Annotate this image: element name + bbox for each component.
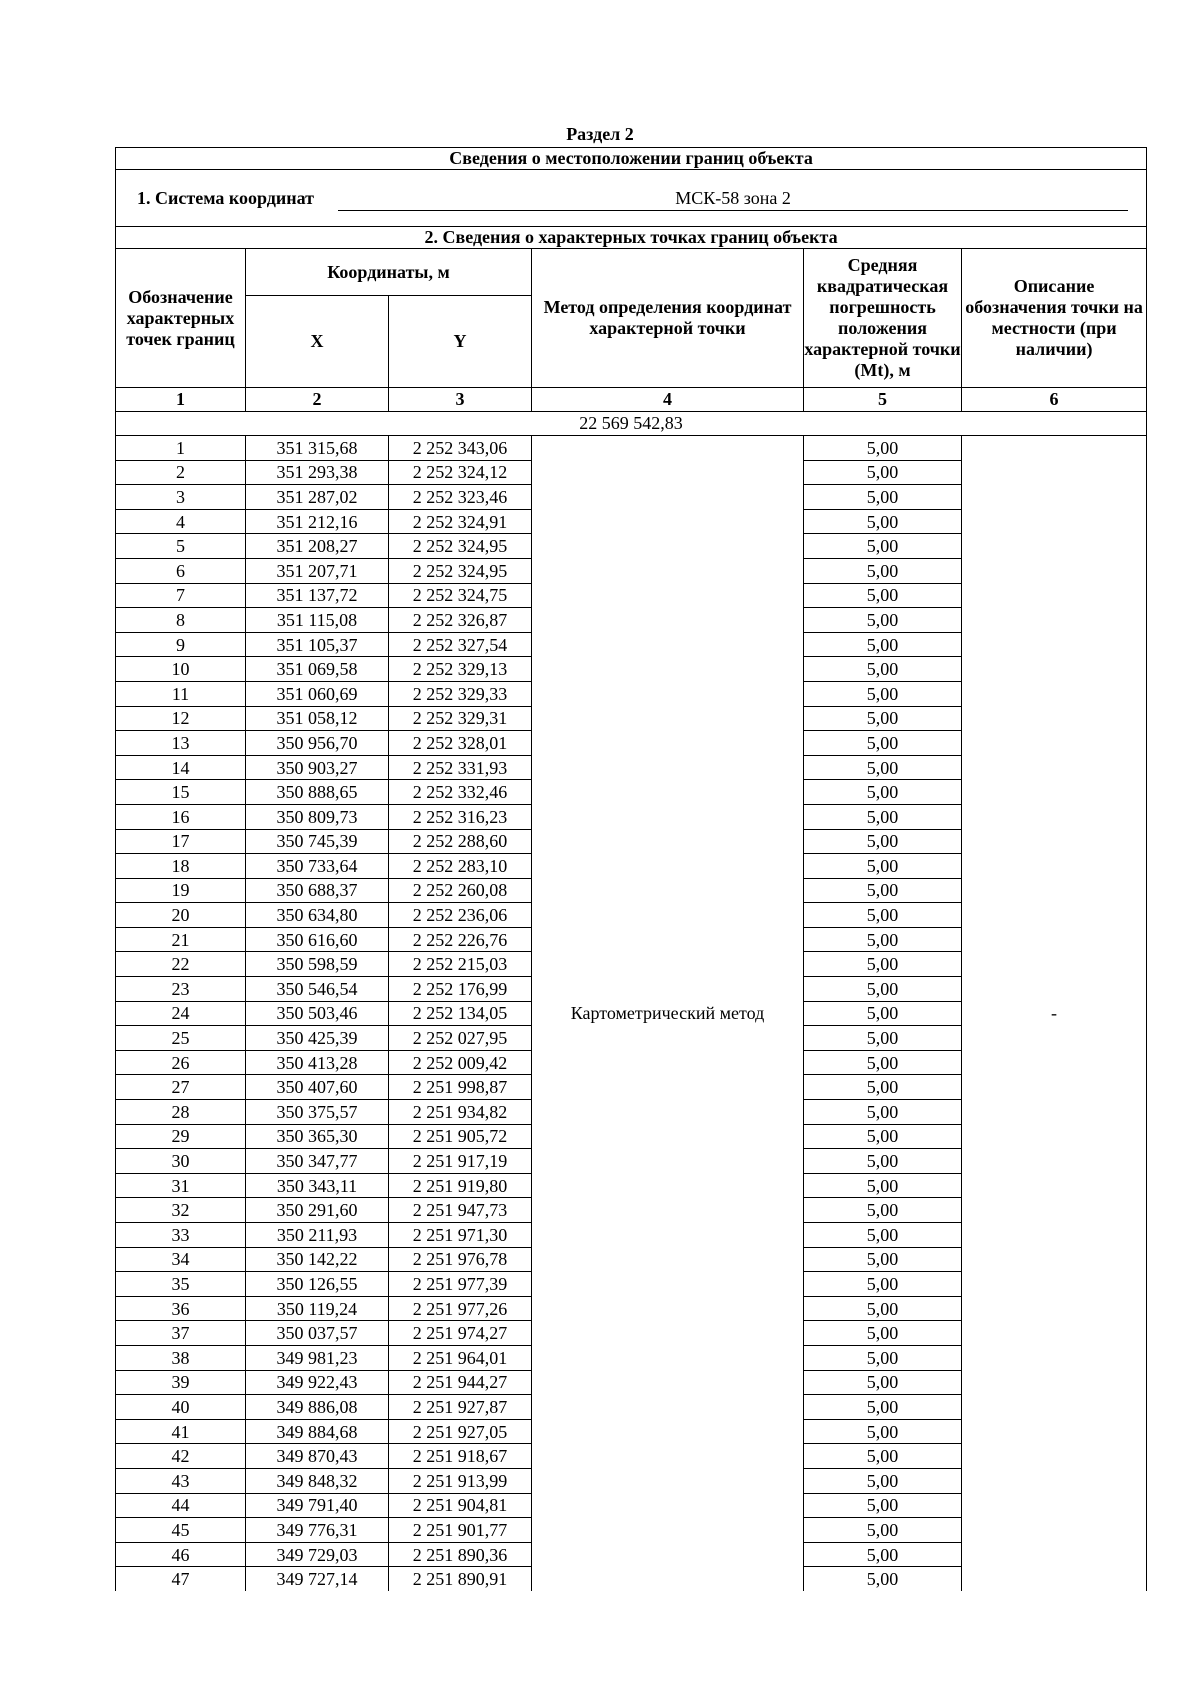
accuracy-cell: 5,00 [804,1321,962,1346]
x-coordinate-cell: 350 037,57 [246,1321,389,1346]
y-coordinate-cell: 2 252 324,95 [389,558,532,583]
point-number-cell: 35 [116,1272,246,1297]
y-coordinate-cell: 2 252 027,95 [389,1026,532,1051]
y-coordinate-cell: 2 251 974,27 [389,1321,532,1346]
accuracy-cell: 5,00 [804,1468,962,1493]
y-coordinate-cell: 2 252 324,95 [389,534,532,559]
accuracy-cell: 5,00 [804,681,962,706]
accuracy-cell: 5,00 [804,804,962,829]
point-number-cell: 41 [116,1419,246,1444]
point-number-cell: 1 [116,436,246,461]
point-number-cell: 24 [116,1001,246,1026]
y-coordinate-cell: 2 251 934,82 [389,1100,532,1125]
accuracy-cell: 5,00 [804,1223,962,1248]
y-coordinate-cell: 2 251 927,87 [389,1395,532,1420]
accuracy-cell: 5,00 [804,436,962,461]
x-coordinate-cell: 350 634,80 [246,903,389,928]
point-number-cell: 32 [116,1198,246,1223]
x-coordinate-cell: 351 060,69 [246,681,389,706]
point-number-cell: 40 [116,1395,246,1420]
y-coordinate-cell: 2 252 009,42 [389,1050,532,1075]
x-coordinate-cell: 350 343,11 [246,1173,389,1198]
accuracy-cell: 5,00 [804,460,962,485]
point-number-cell: 25 [116,1026,246,1051]
boundary-table [115,147,1147,1591]
y-coordinate-cell: 2 252 328,01 [389,731,532,756]
point-number-cell: 12 [116,706,246,731]
point-number-cell: 13 [116,731,246,756]
y-coordinate-cell: 2 252 329,31 [389,706,532,731]
x-coordinate-cell: 350 546,54 [246,977,389,1002]
x-coordinate-cell: 350 291,60 [246,1198,389,1223]
y-coordinate-cell: 2 252 324,75 [389,583,532,608]
x-coordinate-cell: 349 727,14 [246,1567,389,1591]
accuracy-cell: 5,00 [804,927,962,952]
y-coordinate-cell: 2 251 890,91 [389,1567,532,1591]
accuracy-cell: 5,00 [804,1567,962,1591]
point-number-cell: 26 [116,1050,246,1075]
y-coordinate-cell: 2 252 288,60 [389,829,532,854]
x-coordinate-cell: 350 888,65 [246,780,389,805]
x-coordinate-cell: 351 137,72 [246,583,389,608]
header-point-designation: Обозначение характерных точек границ [116,249,246,388]
y-coordinate-cell: 2 251 919,80 [389,1173,532,1198]
x-coordinate-cell: 349 870,43 [246,1444,389,1469]
section-title: Раздел 2 [566,124,634,144]
point-number-cell: 5 [116,534,246,559]
x-coordinate-cell: 350 503,46 [246,1001,389,1026]
accuracy-cell: 5,00 [804,632,962,657]
accuracy-cell: 5,00 [804,1100,962,1125]
x-coordinate-cell: 349 886,08 [246,1395,389,1420]
y-coordinate-cell: 2 252 283,10 [389,854,532,879]
column-number: 1 [116,388,246,412]
point-number-cell: 31 [116,1173,246,1198]
point-number-cell: 10 [116,657,246,682]
point-number-cell: 33 [116,1223,246,1248]
point-number-cell: 23 [116,977,246,1002]
x-coordinate-cell: 351 207,71 [246,558,389,583]
accuracy-cell: 5,00 [804,1395,962,1420]
header-y: Y [389,296,532,388]
accuracy-cell: 5,00 [804,1272,962,1297]
y-coordinate-cell: 2 251 927,05 [389,1419,532,1444]
accuracy-cell: 5,00 [804,1345,962,1370]
y-coordinate-cell: 2 252 332,46 [389,780,532,805]
x-coordinate-cell: 351 105,37 [246,632,389,657]
accuracy-cell: 5,00 [804,977,962,1002]
accuracy-cell: 5,00 [804,1026,962,1051]
point-number-cell: 17 [116,829,246,854]
accuracy-cell: 5,00 [804,657,962,682]
point-number-cell: 18 [116,854,246,879]
accuracy-cell: 5,00 [804,1444,962,1469]
accuracy-cell: 5,00 [804,1198,962,1223]
x-coordinate-cell: 351 293,38 [246,460,389,485]
accuracy-cell: 5,00 [804,534,962,559]
accuracy-cell: 5,00 [804,780,962,805]
accuracy-cell: 5,00 [804,755,962,780]
accuracy-cell: 5,00 [804,1149,962,1174]
x-coordinate-cell: 349 981,23 [246,1345,389,1370]
point-number-cell: 20 [116,903,246,928]
x-coordinate-cell: 351 212,16 [246,509,389,534]
x-coordinate-cell: 351 208,27 [246,534,389,559]
y-coordinate-cell: 2 252 236,06 [389,903,532,928]
point-number-cell: 15 [116,780,246,805]
point-number-cell: 34 [116,1247,246,1272]
point-number-cell: 11 [116,681,246,706]
accuracy-cell: 5,00 [804,1370,962,1395]
x-coordinate-cell: 350 375,57 [246,1100,389,1125]
coord-system-label: 1. Система координат [137,187,315,208]
point-number-cell: 6 [116,558,246,583]
point-number-cell: 36 [116,1296,246,1321]
point-number-cell: 21 [116,927,246,952]
point-number-cell: 30 [116,1149,246,1174]
y-coordinate-cell: 2 251 904,81 [389,1493,532,1518]
point-number-cell: 27 [116,1075,246,1100]
x-coordinate-cell: 350 809,73 [246,804,389,829]
y-coordinate-cell: 2 252 176,99 [389,977,532,1002]
x-coordinate-cell: 350 616,60 [246,927,389,952]
y-coordinate-cell: 2 251 964,01 [389,1345,532,1370]
accuracy-cell: 5,00 [804,509,962,534]
y-coordinate-cell: 2 251 918,67 [389,1444,532,1469]
point-number-cell: 46 [116,1542,246,1567]
x-coordinate-cell: 351 287,02 [246,485,389,510]
point-number-cell: 45 [116,1518,246,1543]
coord-system-row [116,170,1147,227]
point-number-cell: 37 [116,1321,246,1346]
point-number-cell: 3 [116,485,246,510]
y-coordinate-cell: 2 251 947,73 [389,1198,532,1223]
point-number-cell: 22 [116,952,246,977]
x-coordinate-cell: 350 407,60 [246,1075,389,1100]
y-coordinate-cell: 2 251 913,99 [389,1468,532,1493]
table-title: Сведения о местоположении границ объекта [116,148,1147,170]
accuracy-cell: 5,00 [804,1493,962,1518]
point-number-cell: 47 [116,1567,246,1591]
table-row [116,436,1147,461]
y-coordinate-cell: 2 251 905,72 [389,1124,532,1149]
header-description: Описание обозначения точки на местности (при наличии) [962,249,1147,388]
point-number-cell: 8 [116,608,246,633]
y-coordinate-cell: 2 251 890,36 [389,1542,532,1567]
accuracy-cell: 5,00 [804,878,962,903]
x-coordinate-cell: 350 903,27 [246,755,389,780]
accuracy-cell: 5,00 [804,1542,962,1567]
y-coordinate-cell: 2 252 324,12 [389,460,532,485]
y-coordinate-cell: 2 251 998,87 [389,1075,532,1100]
y-coordinate-cell: 2 252 331,93 [389,755,532,780]
header-method: Метод определения координат характерной точки [532,249,804,388]
point-number-cell: 39 [116,1370,246,1395]
accuracy-cell: 5,00 [804,608,962,633]
column-number: 4 [532,388,804,412]
column-number: 2 [246,388,389,412]
x-coordinate-cell: 351 069,58 [246,657,389,682]
x-coordinate-cell: 350 688,37 [246,878,389,903]
point-number-cell: 16 [116,804,246,829]
x-coordinate-cell: 349 791,40 [246,1493,389,1518]
description-cell: - [962,436,1147,1591]
x-coordinate-cell: 350 733,64 [246,854,389,879]
y-coordinate-cell: 2 252 323,46 [389,485,532,510]
accuracy-cell: 5,00 [804,1296,962,1321]
y-coordinate-cell: 2 252 329,33 [389,681,532,706]
accuracy-cell: 5,00 [804,829,962,854]
accuracy-cell: 5,00 [804,1050,962,1075]
x-coordinate-cell: 350 425,39 [246,1026,389,1051]
point-number-cell: 9 [116,632,246,657]
x-coordinate-cell: 350 142,22 [246,1247,389,1272]
accuracy-cell: 5,00 [804,952,962,977]
points-title: 2. Сведения о характерных точках границ объекта [116,227,1147,249]
accuracy-cell: 5,00 [804,1419,962,1444]
x-coordinate-cell: 350 211,93 [246,1223,389,1248]
accuracy-cell: 5,00 [804,706,962,731]
point-number-cell: 4 [116,509,246,534]
x-coordinate-cell: 350 119,24 [246,1296,389,1321]
header-coordinates: Координаты, м [246,249,532,296]
coord-system-value: МСК-58 зона 2 [338,188,1128,211]
point-number-cell: 7 [116,583,246,608]
x-coordinate-cell: 349 776,31 [246,1518,389,1543]
point-number-cell: 44 [116,1493,246,1518]
y-coordinate-cell: 2 252 327,54 [389,632,532,657]
x-coordinate-cell: 350 126,55 [246,1272,389,1297]
x-coordinate-cell: 351 115,08 [246,608,389,633]
y-coordinate-cell: 2 251 917,19 [389,1149,532,1174]
y-coordinate-cell: 2 251 901,77 [389,1518,532,1543]
y-coordinate-cell: 2 252 226,76 [389,927,532,952]
column-number: 5 [804,388,962,412]
point-number-cell: 29 [116,1124,246,1149]
point-number-cell: 43 [116,1468,246,1493]
header-x: X [246,296,389,388]
y-coordinate-cell: 2 252 134,05 [389,1001,532,1026]
column-number: 3 [389,388,532,412]
x-coordinate-cell: 349 729,03 [246,1542,389,1567]
x-coordinate-cell: 349 884,68 [246,1419,389,1444]
point-number-cell: 38 [116,1345,246,1370]
point-number-cell: 28 [116,1100,246,1125]
y-coordinate-cell: 2 252 324,91 [389,509,532,534]
y-coordinate-cell: 2 251 971,30 [389,1223,532,1248]
accuracy-cell: 5,00 [804,485,962,510]
y-coordinate-cell: 2 252 316,23 [389,804,532,829]
x-coordinate-cell: 351 058,12 [246,706,389,731]
accuracy-cell: 5,00 [804,1247,962,1272]
x-coordinate-cell: 349 848,32 [246,1468,389,1493]
x-coordinate-cell: 350 598,59 [246,952,389,977]
accuracy-cell: 5,00 [804,1173,962,1198]
y-coordinate-cell: 2 251 977,26 [389,1296,532,1321]
accuracy-cell: 5,00 [804,1124,962,1149]
accuracy-cell: 5,00 [804,854,962,879]
accuracy-cell: 5,00 [804,583,962,608]
x-coordinate-cell: 350 956,70 [246,731,389,756]
accuracy-cell: 5,00 [804,1518,962,1543]
x-coordinate-cell: 350 347,77 [246,1149,389,1174]
point-number-cell: 19 [116,878,246,903]
method-cell: Картометрический метод [532,436,804,1591]
x-coordinate-cell: 351 315,68 [246,436,389,461]
y-coordinate-cell: 2 252 326,87 [389,608,532,633]
accuracy-cell: 5,00 [804,1075,962,1100]
x-coordinate-cell: 350 413,28 [246,1050,389,1075]
accuracy-cell: 5,00 [804,731,962,756]
y-coordinate-cell: 2 251 944,27 [389,1370,532,1395]
point-number-cell: 42 [116,1444,246,1469]
y-coordinate-cell: 2 251 976,78 [389,1247,532,1272]
y-coordinate-cell: 2 252 260,08 [389,878,532,903]
accuracy-cell: 5,00 [804,903,962,928]
x-coordinate-cell: 349 922,43 [246,1370,389,1395]
x-coordinate-cell: 350 745,39 [246,829,389,854]
column-number: 6 [962,388,1147,412]
y-coordinate-cell: 2 252 215,03 [389,952,532,977]
accuracy-cell: 5,00 [804,1001,962,1026]
y-coordinate-cell: 2 252 329,13 [389,657,532,682]
y-coordinate-cell: 2 252 343,06 [389,436,532,461]
point-number-cell: 14 [116,755,246,780]
header-accuracy: Средняя квадратическая погрешность положения характерной точки (Mt), м [804,249,962,388]
accuracy-cell: 5,00 [804,558,962,583]
point-number-cell: 2 [116,460,246,485]
area-row: 22 569 542,83 [116,412,1147,436]
x-coordinate-cell: 350 365,30 [246,1124,389,1149]
y-coordinate-cell: 2 251 977,39 [389,1272,532,1297]
